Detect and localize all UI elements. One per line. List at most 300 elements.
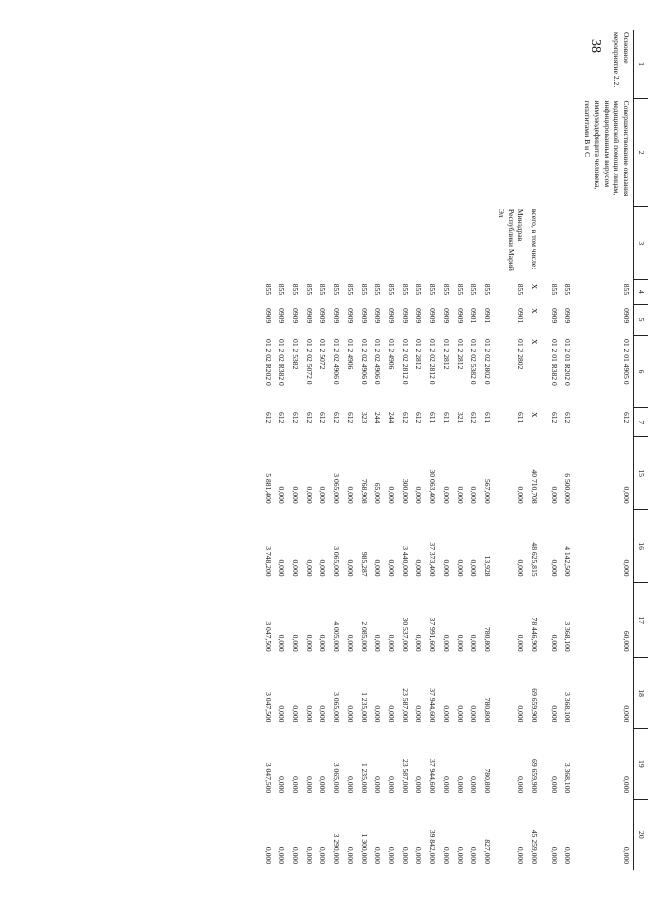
table-cell: 0,000 xyxy=(318,846,328,864)
table-cell xyxy=(384,30,398,99)
table-row xyxy=(453,30,467,870)
table-cell: 855 xyxy=(291,283,301,296)
table-cell xyxy=(261,99,275,207)
table-cell: 0,000 xyxy=(304,705,314,723)
column-header: 16 xyxy=(634,510,648,583)
table-cell: 0909 xyxy=(291,308,301,324)
table-cell: 0,000 xyxy=(318,559,328,577)
table-cell: 0,000 xyxy=(455,634,465,652)
column-header: 4 xyxy=(634,280,648,304)
table-cell: 611 xyxy=(428,411,438,424)
table-cell xyxy=(527,30,547,99)
table-cell: 01 2 02 5072 0 xyxy=(304,339,314,385)
table-cell: 567,000 xyxy=(483,478,493,504)
table-cell: 0,000 xyxy=(516,846,526,864)
table-cell: 0909 xyxy=(373,308,383,324)
table-cell: 1 300,000 xyxy=(359,833,369,864)
table-cell: 01 2 01 R202 0 xyxy=(563,339,573,386)
table-cell: 0,000 xyxy=(345,705,355,723)
table-row xyxy=(527,30,547,870)
table-cell xyxy=(275,99,289,207)
table-cell: 0,000 xyxy=(277,559,287,577)
table-cell xyxy=(398,99,412,207)
table-cell: 01 2 4906 xyxy=(387,339,397,370)
table-cell: 611 xyxy=(483,411,493,424)
table-cell xyxy=(580,207,633,280)
table-cell: 612 xyxy=(400,411,410,424)
table-cell: 39 842,000 xyxy=(428,829,438,864)
table-cell: Совершенствование оказания медицинской помощи лицам, инфицированным вирусом иммунодефицита человека, гепатитами B и C xyxy=(583,100,631,197)
table-cell: 0,000 xyxy=(622,486,631,504)
table-cell xyxy=(412,99,426,207)
table-cell: 01 2 02 2812 0 xyxy=(428,339,438,385)
table-cell: X xyxy=(529,308,539,314)
table-cell: 0,000 xyxy=(345,486,355,504)
table-cell: 0909 xyxy=(318,308,328,324)
table-cell: 0,000 xyxy=(549,705,559,723)
table-cell: 612 xyxy=(563,411,573,424)
column-header: 3 xyxy=(634,207,648,280)
table-cell: 3 748,200 xyxy=(263,546,273,577)
table-cell: 01 2 2812 xyxy=(414,339,424,370)
table-row xyxy=(302,30,316,870)
table-cell xyxy=(527,99,547,207)
table-cell: 69 659,900 xyxy=(529,759,539,794)
table-cell xyxy=(357,30,371,99)
table-cell: 0,000 xyxy=(549,559,559,577)
table-cell: 0,000 xyxy=(277,846,287,864)
table-cell xyxy=(480,207,494,280)
table-cell xyxy=(261,30,275,99)
table-cell: 3 065,000 xyxy=(332,546,342,577)
table-cell: 0909 xyxy=(549,308,559,324)
table-cell: 323 xyxy=(359,411,369,424)
table-cell: 855 xyxy=(345,283,355,296)
table-cell xyxy=(426,30,440,99)
table-row xyxy=(467,30,481,870)
table-cell: 855 xyxy=(441,283,451,296)
table-cell: 0,000 xyxy=(622,846,631,864)
table-cell xyxy=(371,99,385,207)
table-cell: 612 xyxy=(332,411,342,424)
table-cell: 0,000 xyxy=(414,846,424,864)
table-cell: 01 2 2812 xyxy=(441,339,451,370)
table-cell: 0,000 xyxy=(263,846,273,864)
table-cell: 0,000 xyxy=(345,846,355,864)
table-cell: 855 xyxy=(332,283,342,296)
table-cell: 780,800 xyxy=(483,627,493,652)
table-cell: 0909 xyxy=(359,308,369,324)
table-cell xyxy=(288,30,302,99)
table-cell: 3 368,100 xyxy=(563,762,573,794)
column-header: 2 xyxy=(634,99,648,207)
table-cell: 0909 xyxy=(345,308,355,324)
table-cell xyxy=(371,207,385,280)
table-row xyxy=(439,30,453,870)
table-cell xyxy=(467,207,481,280)
table-cell: 0,000 xyxy=(277,776,287,794)
table-cell xyxy=(316,30,330,99)
table-cell: 60,000 xyxy=(622,630,631,652)
table-cell: 01 2 02 R202 0 xyxy=(263,339,273,386)
table-cell: 0,000 xyxy=(549,634,559,652)
table-cell: 0,000 xyxy=(441,486,451,504)
table-cell: 01 2 02 4906 0 xyxy=(359,339,369,385)
table-cell: 0,000 xyxy=(414,705,424,723)
table-cell: 0,000 xyxy=(469,705,479,723)
table-row xyxy=(494,30,527,870)
table-cell: 0,000 xyxy=(277,634,287,652)
table-cell: 0,000 xyxy=(387,776,397,794)
table-cell: 0,000 xyxy=(441,705,451,723)
table-cell: 01 2 4906 xyxy=(345,339,355,370)
table-cell: 01 2 02 2812 0 xyxy=(400,339,410,385)
table-cell: 0909 xyxy=(277,308,287,324)
table-cell: 0,000 xyxy=(387,486,397,504)
table-cell xyxy=(453,99,467,207)
table-cell: 3 047,500 xyxy=(263,692,273,723)
table-cell: 855 xyxy=(414,283,424,296)
table-cell: 0,000 xyxy=(455,559,465,577)
table-cell xyxy=(412,30,426,99)
table-cell xyxy=(343,99,357,207)
table-cell: 0,000 xyxy=(469,776,479,794)
table-cell: 01 2 02 2802 0 xyxy=(483,339,493,385)
table-row xyxy=(343,30,357,870)
table-cell: 0,000 xyxy=(516,776,526,794)
table-cell: 3 440,000 xyxy=(400,546,410,577)
table-cell: 48 625,815 xyxy=(529,542,539,577)
table-cell: 0,000 xyxy=(304,559,314,577)
table-cell: 0,000 xyxy=(318,634,328,652)
table-cell xyxy=(547,99,561,207)
table-cell: 01 2 5382 xyxy=(291,339,301,370)
table-cell: 0909 xyxy=(400,308,410,324)
table-cell: 6 500,000 xyxy=(563,473,573,504)
table-row xyxy=(561,30,581,870)
table-cell: 0,000 xyxy=(622,559,631,577)
table-cell: 0,000 xyxy=(414,486,424,504)
table-cell: 0,000 xyxy=(455,846,465,864)
table-cell xyxy=(288,207,302,280)
table-cell: 01 2 5072 xyxy=(318,339,328,370)
table-cell: 0,000 xyxy=(304,486,314,504)
table-cell xyxy=(453,207,467,280)
table-cell xyxy=(561,207,581,280)
table-cell: 0,000 xyxy=(373,559,383,577)
table-cell: 855 xyxy=(516,283,526,296)
table-row xyxy=(261,30,275,870)
table-cell: 3 065,000 xyxy=(332,692,342,723)
table-cell: 0,000 xyxy=(622,776,631,794)
table-cell: 827,000 xyxy=(483,839,493,864)
table-cell xyxy=(371,30,385,99)
table-cell: 0,000 xyxy=(441,559,451,577)
table-cell: 855 xyxy=(359,283,369,296)
table-cell xyxy=(453,30,467,99)
table-cell: 0909 xyxy=(304,308,314,324)
table-cell: 37 944,600 xyxy=(428,759,438,794)
table-cell xyxy=(384,99,398,207)
table-cell: 0901 xyxy=(469,308,479,324)
table-cell: 01 2 02 5382 0 xyxy=(469,339,479,385)
table-cell: 0,000 xyxy=(373,634,383,652)
table-cell: 0,000 xyxy=(441,846,451,864)
budget-table xyxy=(261,30,648,870)
table-cell: 855 xyxy=(563,283,573,296)
table-cell: 78 446,900 xyxy=(529,617,539,652)
table-cell xyxy=(547,30,561,99)
column-header: 6 xyxy=(634,335,648,408)
table-cell: 0,000 xyxy=(291,776,301,794)
table-row xyxy=(426,30,440,870)
table-cell: 0,000 xyxy=(304,776,314,794)
table-cell xyxy=(398,207,412,280)
table-cell: 5 881,400 xyxy=(263,473,273,504)
table-cell: 855 xyxy=(455,283,465,296)
table-cell: 0,000 xyxy=(387,559,397,577)
table-cell: 4 142,500 xyxy=(563,546,573,577)
table-cell: 0,000 xyxy=(345,776,355,794)
table-cell: 3 047,500 xyxy=(263,621,273,652)
table-cell: 37 373,400 xyxy=(428,542,438,577)
table-cell: 612 xyxy=(469,411,479,424)
table-cell: 855 xyxy=(263,283,273,296)
page-number: 38 xyxy=(588,39,603,53)
table-cell: 0,000 xyxy=(516,634,526,652)
table-cell xyxy=(384,207,398,280)
column-header: 20 xyxy=(634,799,648,870)
table-cell: 0,000 xyxy=(516,559,526,577)
table-cell xyxy=(494,99,527,207)
table-cell: 0,000 xyxy=(387,846,397,864)
table-cell: 321 xyxy=(455,411,465,424)
table-cell xyxy=(439,30,453,99)
table-body xyxy=(261,30,634,870)
table-cell: 0909 xyxy=(622,308,631,324)
table-cell: 0,000 xyxy=(345,559,355,577)
table-cell: 855 xyxy=(277,283,287,296)
table-cell: 01 2 2812 xyxy=(455,339,465,370)
table-cell: 0,000 xyxy=(277,705,287,723)
table-cell: 30 063,400 xyxy=(428,469,438,504)
table-cell: 0,000 xyxy=(549,486,559,504)
table-cell xyxy=(343,30,357,99)
table-row xyxy=(384,30,398,870)
table-cell: 0,000 xyxy=(318,705,328,723)
table-cell: 0,000 xyxy=(318,776,328,794)
table-cell: 0909 xyxy=(387,308,397,324)
table-cell: 612 xyxy=(277,411,287,424)
table-cell: 0,000 xyxy=(414,559,424,577)
table-cell xyxy=(480,99,494,207)
table-cell xyxy=(439,207,453,280)
table-cell xyxy=(275,30,289,99)
table-cell: 855 xyxy=(373,283,383,296)
table-cell xyxy=(357,207,371,280)
table-row xyxy=(412,30,426,870)
table-row xyxy=(371,30,385,870)
table-cell xyxy=(275,207,289,280)
table-cell: 3 368,100 xyxy=(563,621,573,652)
table-cell: 0,000 xyxy=(455,705,465,723)
table-cell: 23 587,000 xyxy=(400,688,410,723)
column-header: 15 xyxy=(634,437,648,510)
table-cell: 612 xyxy=(304,411,314,424)
table-cell: 65,000 xyxy=(373,482,383,504)
table-cell: Основное мероприятие 2.2. xyxy=(612,32,631,88)
table-cell: 0909 xyxy=(332,308,342,324)
table-cell xyxy=(302,99,316,207)
table-cell: 3 065,000 xyxy=(332,762,342,794)
table-cell: 244 xyxy=(387,411,397,424)
table-cell: 23 587,000 xyxy=(400,759,410,794)
table-cell: 69 659,900 xyxy=(529,688,539,723)
table-cell: 0,000 xyxy=(441,634,451,652)
table-cell xyxy=(302,207,316,280)
table-cell: 855 xyxy=(400,283,410,296)
table-cell: 0909 xyxy=(428,308,438,324)
column-header: 19 xyxy=(634,728,648,799)
table-cell: 780,800 xyxy=(483,768,493,794)
table-cell: 0,000 xyxy=(441,776,451,794)
table-cell: 01 2 01 R382 0 xyxy=(549,339,559,386)
table-cell xyxy=(288,99,302,207)
table-cell: 0,000 xyxy=(373,846,383,864)
table-cell xyxy=(398,30,412,99)
table-cell xyxy=(547,207,561,280)
table-cell: 855 xyxy=(622,283,631,296)
table-cell: 0,000 xyxy=(318,486,328,504)
table-cell xyxy=(426,207,440,280)
table-cell: 0,000 xyxy=(469,486,479,504)
table-cell: 612 xyxy=(414,411,424,424)
table-cell: 0,000 xyxy=(622,705,631,723)
table-cell: 855 xyxy=(304,283,314,296)
table-cell: 01 2 02 4906 0 xyxy=(332,339,342,385)
table-cell: 01 2 01 4905 0 xyxy=(622,339,631,385)
table-cell: 0,000 xyxy=(345,634,355,652)
table-cell: 0,000 xyxy=(291,559,301,577)
table-cell: 611 xyxy=(516,411,526,424)
table-cell: 1 235,000 xyxy=(359,762,369,794)
table-cell: 768,908 xyxy=(359,478,369,504)
table-row xyxy=(316,30,330,870)
table-cell: 3 065,000 xyxy=(332,473,342,504)
table-cell: 0,000 xyxy=(291,486,301,504)
table-cell xyxy=(329,30,343,99)
table-cell xyxy=(426,99,440,207)
table-cell: 855 xyxy=(428,283,438,296)
table-cell: 13,928 xyxy=(483,555,493,577)
table-cell xyxy=(357,99,371,207)
table-row xyxy=(547,30,561,870)
table-cell: 612 xyxy=(622,411,631,424)
table-cell: Минздрав Республики Марий Эл xyxy=(496,208,526,271)
table-cell: X xyxy=(529,283,539,290)
table-cell xyxy=(316,207,330,280)
table-cell: 0,000 xyxy=(549,846,559,864)
table-cell: 0,000 xyxy=(291,705,301,723)
table-cell: 0,000 xyxy=(469,634,479,652)
table-cell xyxy=(561,30,581,99)
table-cell: 0,000 xyxy=(387,705,397,723)
table-cell: 612 xyxy=(291,411,301,424)
table-cell: 855 xyxy=(483,283,493,296)
column-header: 17 xyxy=(634,583,648,658)
table-cell: 0,000 xyxy=(304,634,314,652)
table-cell: 01 2 2802 xyxy=(516,339,526,370)
table-cell xyxy=(329,207,343,280)
table-cell: 612 xyxy=(318,411,328,424)
table-cell: 244 xyxy=(373,411,383,424)
table-cell: 611 xyxy=(441,411,451,424)
table-cell: 3 290,000 xyxy=(332,833,342,864)
table-cell: 0,000 xyxy=(373,705,383,723)
table-cell: 612 xyxy=(263,411,273,424)
table-cell xyxy=(316,99,330,207)
table-cell: 612 xyxy=(345,411,355,424)
table-cell: 3 368,100 xyxy=(563,692,573,723)
table-cell: X xyxy=(529,339,539,345)
table-cell: 0909 xyxy=(455,308,465,324)
rotated-table-container xyxy=(128,30,648,870)
table-cell xyxy=(329,99,343,207)
table-cell: 0,000 xyxy=(291,634,301,652)
table-cell: 0909 xyxy=(414,308,424,324)
table-cell: 300,000 xyxy=(400,478,410,504)
table-cell: X xyxy=(529,411,539,418)
table-row xyxy=(275,30,289,870)
table-cell xyxy=(343,207,357,280)
table-cell: 4 005,000 xyxy=(332,621,342,652)
table-row xyxy=(357,30,371,870)
table-cell: 0,000 xyxy=(387,634,397,652)
table-cell: 40 710,708 xyxy=(529,469,539,504)
table-cell: 45 259,000 xyxy=(529,829,539,864)
table-cell xyxy=(467,30,481,99)
table-cell: 01 2 02 4906 0 xyxy=(373,339,383,385)
table-cell: 0,000 xyxy=(549,776,559,794)
column-header: 7 xyxy=(634,408,648,437)
table-cell xyxy=(302,30,316,99)
column-header: 18 xyxy=(634,658,648,729)
table-row xyxy=(480,30,494,870)
table-cell: 3 047,500 xyxy=(263,762,273,794)
table-cell: 855 xyxy=(469,283,479,296)
table-cell: 0,000 xyxy=(291,846,301,864)
table-cell: 780,800 xyxy=(483,697,493,723)
table-cell xyxy=(412,207,426,280)
table-cell: 0,000 xyxy=(516,486,526,504)
table-cell xyxy=(494,30,527,99)
table-cell: 0,000 xyxy=(469,846,479,864)
table-cell: 855 xyxy=(549,283,559,296)
column-header: 1 xyxy=(634,30,648,99)
table-cell: 0901 xyxy=(483,308,493,324)
table-cell xyxy=(480,30,494,99)
table-cell: 0,000 xyxy=(304,846,314,864)
table-cell: 0,000 xyxy=(455,486,465,504)
table-cell xyxy=(439,99,453,207)
table-cell: 2 085,000 xyxy=(359,621,369,652)
header-row xyxy=(634,30,648,870)
table-cell: всего, в том числе: xyxy=(529,208,539,270)
table-cell: 0909 xyxy=(441,308,451,324)
table-cell: 0,000 xyxy=(563,846,573,864)
table-cell: 0,000 xyxy=(277,486,287,504)
table-cell: 0909 xyxy=(563,308,573,324)
